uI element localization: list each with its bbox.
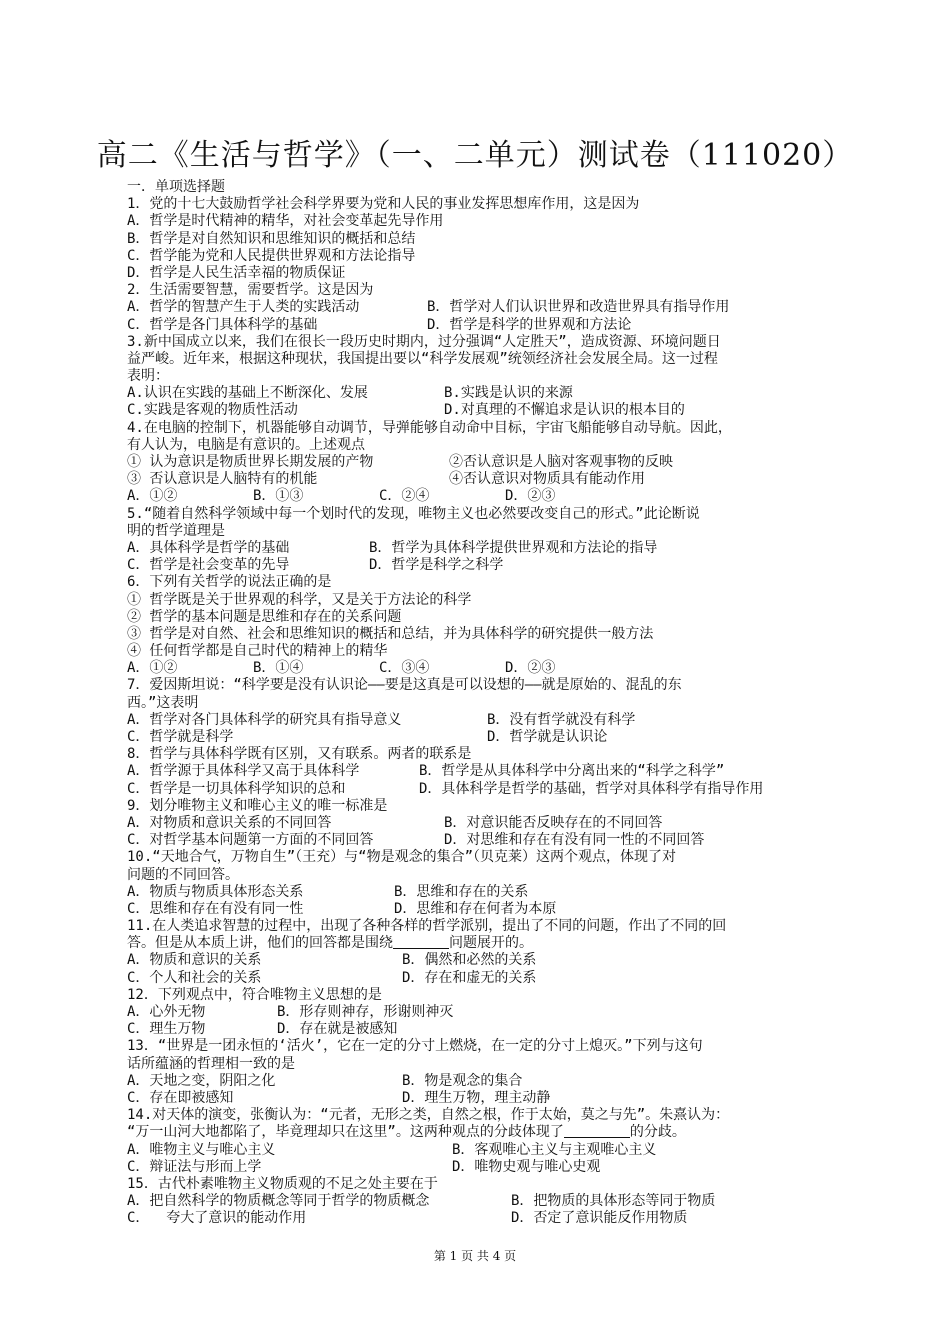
text-segment: 西。”这表明 xyxy=(127,694,199,711)
answer-blank xyxy=(393,935,449,949)
text-line xyxy=(127,763,837,780)
text-segment: 11.在人类追求智慧的过程中，出现了各种各样的哲学派别，提出了不同的问题，作出了不同的回 xyxy=(127,918,727,935)
text-line xyxy=(127,299,837,316)
text-segment: 问题的不同回答。 xyxy=(127,866,239,883)
text-segment: B．思维和存在的关系 xyxy=(394,883,529,900)
text-line xyxy=(127,1210,837,1227)
text-segment: B.实践是认识的来源 xyxy=(444,385,573,402)
text-line xyxy=(127,213,837,230)
text-segment: C．③④ xyxy=(379,660,430,677)
text-segment: B．偶然和必然的关系 xyxy=(402,952,537,969)
text-segment: B．没有哲学就没有科学 xyxy=(487,711,636,728)
text-segment: 答。但是从本质上讲，他们的回答都是围绕 xyxy=(127,935,393,952)
text-segment: A．哲学是时代精神的精华，对社会变革起先导作用 xyxy=(127,213,444,230)
text-line xyxy=(127,557,837,574)
text-line xyxy=(127,368,837,385)
text-segment: A．①② xyxy=(127,660,178,677)
text-line xyxy=(127,334,837,351)
text-segment: 表明： xyxy=(127,368,169,385)
text-segment: D．存在和虚无的关系 xyxy=(402,969,537,986)
text-segment: 10.“天地合气，万物自生”（王充）与“物是观念的集合”（贝克莱）这两个观点，体现了对 xyxy=(127,849,676,866)
text-line xyxy=(127,1056,837,1073)
text-segment: ② 哲学的基本问题是思维和存在的关系问题 xyxy=(127,608,402,625)
page-footer: 第 1 页 共 4 页 xyxy=(433,1249,517,1263)
text-segment: 明的哲学道理是 xyxy=(127,522,225,539)
text-line xyxy=(127,832,837,849)
text-segment: ③ 哲学是对自然、社会和思维知识的概括和总结，并为具体科学的研究提供一般方法 xyxy=(127,625,654,642)
text-segment: A．哲学的智慧产生于人类的实践活动 xyxy=(127,299,360,316)
text-segment: C．理生万物 xyxy=(127,1021,206,1038)
text-line xyxy=(127,849,837,866)
text-line xyxy=(127,196,837,213)
text-segment: 4.在电脑的控制下，机器能够自动调节，导弹能够自动命中目标，宇宙飞船能够自动导航。因此， xyxy=(127,419,732,436)
text-line xyxy=(127,1176,837,1193)
text-segment: 有人认为，电脑是有意识的。上述观点 xyxy=(127,436,365,453)
text-line xyxy=(127,746,837,763)
text-line xyxy=(127,609,837,626)
text-segment: A．唯物主义与唯心主义 xyxy=(127,1141,276,1158)
text-line xyxy=(127,179,837,196)
text-segment: C．哲学就是科学 xyxy=(127,729,234,745)
answer-blank xyxy=(564,1124,630,1138)
text-segment: 问题展开的。 xyxy=(449,935,533,952)
text-segment: C.实践是客观的物质性活动 xyxy=(127,402,298,419)
text-segment: ②否认意识是人脑对客观事物的反映 xyxy=(449,454,673,470)
text-segment: C． 夸大了意识的能动作用 xyxy=(127,1210,307,1227)
text-segment: C．哲学是一切具体科学知识的总和 xyxy=(127,780,346,797)
text-line xyxy=(127,935,837,952)
text-segment: 3.新中国成立以来，我们在很长一段历史时期内，过分强调“人定胜天”，造成资源、环境问题日 xyxy=(127,333,721,350)
text-segment: 13．“世界是一团永恒的‘活火’，它在一定的分寸上燃烧，在一定的分寸上熄灭。”下列与这句 xyxy=(127,1038,703,1055)
text-line xyxy=(127,1193,837,1210)
text-segment: 9．划分唯物主义和唯心主义的唯一标准是 xyxy=(127,797,388,814)
text-segment: D．否定了意识能反作用物质 xyxy=(511,1210,688,1227)
text-segment: 6．下列有关哲学的说法正确的是 xyxy=(127,574,332,591)
exam-title: 高二《生活与哲学》（一、二单元）测试卷（111020） xyxy=(96,138,854,173)
text-line xyxy=(127,488,837,505)
text-segment: B．客观唯心主义与主观唯心主义 xyxy=(452,1141,657,1158)
text-segment: C．辩证法与形而上学 xyxy=(127,1158,262,1175)
text-segment: 一．单项选择题 xyxy=(127,179,225,195)
text-segment: B．把物质的具体形态等同于物质 xyxy=(511,1193,716,1210)
text-line xyxy=(127,265,837,282)
text-segment: B．哲学是对自然知识和思维知识的概括和总结 xyxy=(127,230,416,247)
text-segment: B．形存则神存，形谢则神灭 xyxy=(277,1004,454,1020)
text-segment: C．哲学是各门具体科学的基础 xyxy=(127,316,318,333)
text-line xyxy=(127,970,837,987)
text-segment: B．对意识能否反映存在的不同回答 xyxy=(444,814,663,831)
text-segment: ① 认为意识是物质世界长期发展的产物 xyxy=(127,454,374,470)
text-line xyxy=(127,643,837,660)
text-line xyxy=(127,351,837,368)
text-segment: C．对哲学基本问题第一方面的不同回答 xyxy=(127,832,374,849)
text-line xyxy=(127,282,837,299)
text-segment: D.对真理的不懈追求是认识的根本目的 xyxy=(444,402,685,419)
text-segment: C．哲学是社会变革的先导 xyxy=(127,557,290,574)
text-line xyxy=(127,592,837,609)
text-line xyxy=(127,918,837,935)
text-line xyxy=(127,1004,837,1021)
text-line xyxy=(127,987,837,1004)
text-line xyxy=(127,695,837,712)
text-segment: ① 哲学既是关于世界观的科学，又是关于方法论的科学 xyxy=(127,591,472,608)
text-segment: D．②③ xyxy=(505,488,556,505)
text-segment: 话所蕴涵的哲理相一致的是 xyxy=(127,1055,295,1072)
text-segment: A．把自然科学的物质概念等同于哲学的物质概念 xyxy=(127,1193,430,1210)
text-line xyxy=(127,626,837,643)
text-line xyxy=(127,712,837,729)
text-line xyxy=(127,1090,837,1107)
text-segment: A．具体科学是哲学的基础 xyxy=(127,539,290,556)
text-line xyxy=(127,248,837,265)
text-line xyxy=(127,231,837,248)
text-segment: C．个人和社会的关系 xyxy=(127,969,262,986)
text-line xyxy=(127,454,837,471)
text-segment: D．②③ xyxy=(505,660,556,677)
text-segment: C．②④ xyxy=(379,488,430,505)
text-line xyxy=(127,1021,837,1038)
text-line xyxy=(127,798,837,815)
text-segment: A．①② xyxy=(127,488,178,505)
text-line xyxy=(127,781,837,798)
text-line xyxy=(127,540,837,557)
text-segment: A．物质与物质具体形态关系 xyxy=(127,883,304,900)
text-segment: A．哲学对各门具体科学的研究具有指导意义 xyxy=(127,711,402,728)
text-segment: 1．党的十七大鼓励哲学社会科学界要为党和人民的事业发挥思想库作用，这是因为 xyxy=(127,196,640,213)
text-segment: A．心外无物 xyxy=(127,1004,206,1020)
text-line xyxy=(127,867,837,884)
text-line xyxy=(127,385,837,402)
text-segment: A．物质和意识的关系 xyxy=(127,952,262,969)
text-segment: D．具体科学是哲学的基础，哲学对具体科学有指导作用 xyxy=(419,780,764,797)
text-segment: A．哲学源于具体科学又高于具体科学 xyxy=(127,763,360,780)
text-segment: 益严峻。近年来，根据这种现状，我国提出要以“科学发展观”统领经济社会发展全局。这一过程 xyxy=(127,350,718,367)
text-segment: A．对物质和意识关系的不同回答 xyxy=(127,814,332,831)
text-segment: 的分歧。 xyxy=(629,1124,686,1141)
text-line xyxy=(127,574,837,591)
text-segment: C．哲学能为党和人民提供世界观和方法论指导 xyxy=(127,247,416,264)
text-line xyxy=(127,1159,837,1176)
text-segment: 7．爱因斯坦说：“科学要是没有认识论——要是这真是可以设想的——就是原始的、混乱的东 xyxy=(127,677,682,694)
text-line xyxy=(127,471,837,488)
text-segment: D．对思维和存在有没有同一性的不同回答 xyxy=(444,832,705,849)
text-segment: D．哲学是人民生活幸福的物质保证 xyxy=(127,264,346,281)
text-line xyxy=(127,402,837,419)
text-segment: 12．下列观点中，符合唯物主义思想的是 xyxy=(127,986,382,1003)
text-segment: 15．古代朴素唯物主义物质观的不足之处主要在于 xyxy=(127,1175,438,1192)
text-segment: B．哲学为具体科学提供世界观和方法论的指导 xyxy=(369,539,658,556)
text-segment: B．①③ xyxy=(253,488,304,505)
text-segment: B．物是观念的集合 xyxy=(402,1072,523,1089)
text-line xyxy=(127,901,837,918)
text-segment: B．哲学对人们认识世界和改造世界具有指导作用 xyxy=(427,299,730,316)
text-line xyxy=(127,1107,837,1124)
text-line xyxy=(127,660,837,677)
text-segment: ③ 否认意识是人脑特有的机能 xyxy=(127,471,318,488)
text-line xyxy=(127,952,837,969)
question-body xyxy=(127,179,837,1227)
text-segment: D．哲学是科学之科学 xyxy=(369,557,504,574)
text-line xyxy=(127,1038,837,1055)
text-segment: A.认识在实践的基础上不断深化、发展 xyxy=(127,385,368,402)
text-line xyxy=(127,884,837,901)
text-segment: A．天地之变，阴阳之化 xyxy=(127,1072,276,1089)
text-segment: 8．哲学与具体科学既有区别，又有联系。两者的联系是 xyxy=(127,746,472,763)
text-line xyxy=(127,815,837,832)
text-segment: D．唯物史观与唯心史观 xyxy=(452,1158,601,1175)
text-segment: B．哲学是从具体科学中分离出来的“科学之科学” xyxy=(419,763,725,780)
text-segment: C．存在即被感知 xyxy=(127,1089,234,1106)
text-line xyxy=(127,420,837,437)
text-segment: 5.“随着自然科学领域中每一个划时代的发现，唯物主义也必然要改变自己的形式。”此论断说 xyxy=(127,505,700,522)
text-line xyxy=(127,677,837,694)
text-segment: D．存在就是被感知 xyxy=(277,1021,398,1038)
text-segment: “万一山河大地都陷了，毕竟理却只在这里”。这两种观点的分歧体现了 xyxy=(127,1124,564,1141)
text-line xyxy=(127,1073,837,1090)
text-segment: C．思维和存在有没有同一性 xyxy=(127,900,304,917)
text-segment: D．哲学是科学的世界观和方法论 xyxy=(427,316,632,333)
text-line xyxy=(127,523,837,540)
text-segment: 2．生活需要智慧，需要哲学。这是因为 xyxy=(127,282,374,299)
text-line xyxy=(127,437,837,454)
text-line xyxy=(127,317,837,334)
text-segment: B．①④ xyxy=(253,660,304,677)
text-segment: 14.对天体的演变，张衡认为：“元者，无形之类，自然之根，作于太始，莫之与先”。朱熹认为： xyxy=(127,1107,730,1124)
text-segment: D．哲学就是认识论 xyxy=(487,729,608,745)
text-line xyxy=(127,729,837,746)
text-segment: ④ 任何哲学都是自己时代的精神上的精华 xyxy=(127,643,388,660)
text-segment: ④否认意识对物质具有能动作用 xyxy=(449,471,645,488)
text-line xyxy=(127,1142,837,1159)
text-line xyxy=(127,506,837,523)
text-segment: D．理生万物，理主动静 xyxy=(402,1089,551,1106)
text-segment: D．思维和存在何者为本原 xyxy=(394,900,557,917)
text-line xyxy=(127,1124,837,1141)
